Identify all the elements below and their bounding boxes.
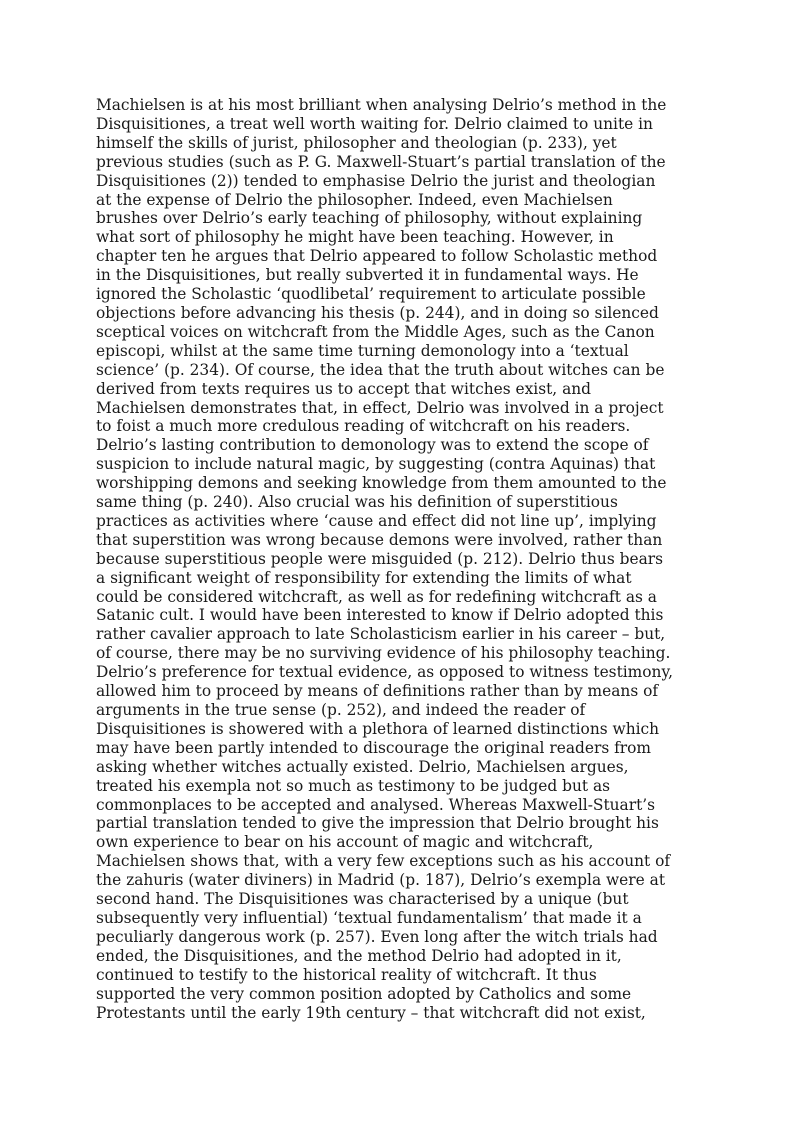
body-paragraph (96, 96, 716, 1022)
text-line: Machielsen shows that, with a very few exceptions such as his account of (96, 852, 671, 871)
text-line: objections before advancing his thesis (p. 244), and in doing so silenced (96, 303, 659, 322)
text-line: Machielsen is at his most brilliant when analysing Delrio’s method in the (96, 96, 667, 114)
text-line: peculiarly dangerous work (p. 257). Even long after the witch trials had (96, 927, 658, 946)
text-line: derived from texts requires us to accept that witches exist, and (96, 379, 592, 398)
text-line: Satanic cult. I would have been interested to know if Delrio adopted this (96, 606, 664, 625)
text-line: practices as activities where ‘cause and effect did not line up’, implying (96, 511, 657, 530)
text-line: Machielsen demonstrates that, in effect, Delrio was involved in a project (96, 398, 664, 417)
text-line: of course, there may be no surviving evidence of his philosophy teaching. (96, 644, 671, 663)
text-line: suspicion to include natural magic, by suggesting (contra Aquinas) that (96, 455, 656, 474)
text-line: asking whether witches actually existed. Delrio, Machielsen argues, (96, 757, 629, 776)
text-line: ignored the Scholastic ‘quodlibetal’ requirement to articulate possible (96, 285, 646, 304)
text-line: ended, the Disquisitiones, and the method Delrio had adopted in it, (96, 946, 622, 965)
text-line: chapter ten he argues that Delrio appeared to follow Scholastic method (96, 247, 658, 266)
text-line: same thing (p. 240). Also crucial was his definition of superstitious (96, 493, 618, 512)
text-line: treated his exempla not so much as testimony to be judged but as (96, 776, 611, 795)
text-line: to foist a much more credulous reading of witchcraft on his readers. (96, 417, 631, 436)
text-line: Delrio’s lasting contribution to demonology was to extend the scope of (96, 436, 649, 455)
text-line: own experience to bear on his account of magic and witchcraft, (96, 833, 594, 852)
text-line: rather cavalier approach to late Scholasticism earlier in his career – but, (96, 625, 666, 644)
text-line: in the Disquisitiones, but really subverted it in fundamental ways. He (96, 266, 639, 285)
text-line: the zahuris (water diviners) in Madrid (p. 187), Delrio’s exempla were at (96, 871, 666, 890)
text-line: that superstition was wrong because demons were involved, rather than (96, 530, 663, 549)
text-line: commonplaces to be accepted and analysed. Whereas Maxwell-Stuart’s (96, 795, 656, 814)
text-line: Disquisitiones is showered with a plethora of learned distinctions which (96, 719, 660, 738)
text-line: sceptical voices on witchcraft from the Middle Ages, such as the Canon (96, 322, 655, 341)
text-line: second hand. The Disquisitiones was characterised by a unique (but (96, 890, 629, 909)
text-line: brushes over Delrio’s early teaching of philosophy, without explaining (96, 209, 643, 228)
text-line: arguments in the true sense (p. 252), and indeed the reader of (96, 701, 586, 719)
text-line: Disquisitiones, a treat well worth waiting for. Delrio claimed to unite in (96, 114, 653, 133)
text-line: supported the very common position adopted by Catholics and some (96, 984, 632, 1003)
text-line: worshipping demons and seeking knowledge from them amounted to the (96, 474, 667, 493)
text-line: continued to testify to the historical reality of witchcraft. It thus (96, 965, 597, 984)
text-line: could be considered witchcraft, as well as for redefining witchcraft as a (96, 587, 657, 606)
text-line: Disquisitiones (2)) tended to emphasise Delrio the jurist and theologian (96, 171, 656, 190)
text-line: may have been partly intended to discourage the original readers from (96, 738, 652, 757)
text-line: Delrio’s preference for textual evidence, as opposed to witness testimony, (96, 663, 673, 682)
text-line: a significant weight of responsibility for extending the limits of what (96, 568, 632, 587)
text-line: because superstitious people were misguided (p. 212). Delrio thus bears (96, 549, 664, 568)
text-line: partial translation tended to give the impression that Delrio brought his (96, 814, 659, 833)
text-line: himself the skills of jurist, philosopher and theologian (p. 233), yet (96, 133, 617, 152)
text-line: episcopi, whilst at the same time turning demonology into a ‘textual (96, 341, 629, 360)
text-line: what sort of philosophy he might have been teaching. However, in (96, 228, 614, 247)
text-line: Protestants until the early 19th century – that witchcraft did not exist, (96, 1003, 646, 1022)
text-line: subsequently very influential) ‘textual fundamentalism’ that made it a (96, 908, 642, 927)
text-line: at the expense of Delrio the philosopher. Indeed, even Machielsen (96, 190, 613, 209)
text-line: previous studies (such as P. G. Maxwell-Stuart’s partial translation of the (96, 152, 666, 171)
text-line: science’ (p. 234). Of course, the idea that the truth about witches can be (96, 360, 665, 379)
text-line: allowed him to proceed by means of definitions rather than by means of (96, 682, 659, 701)
